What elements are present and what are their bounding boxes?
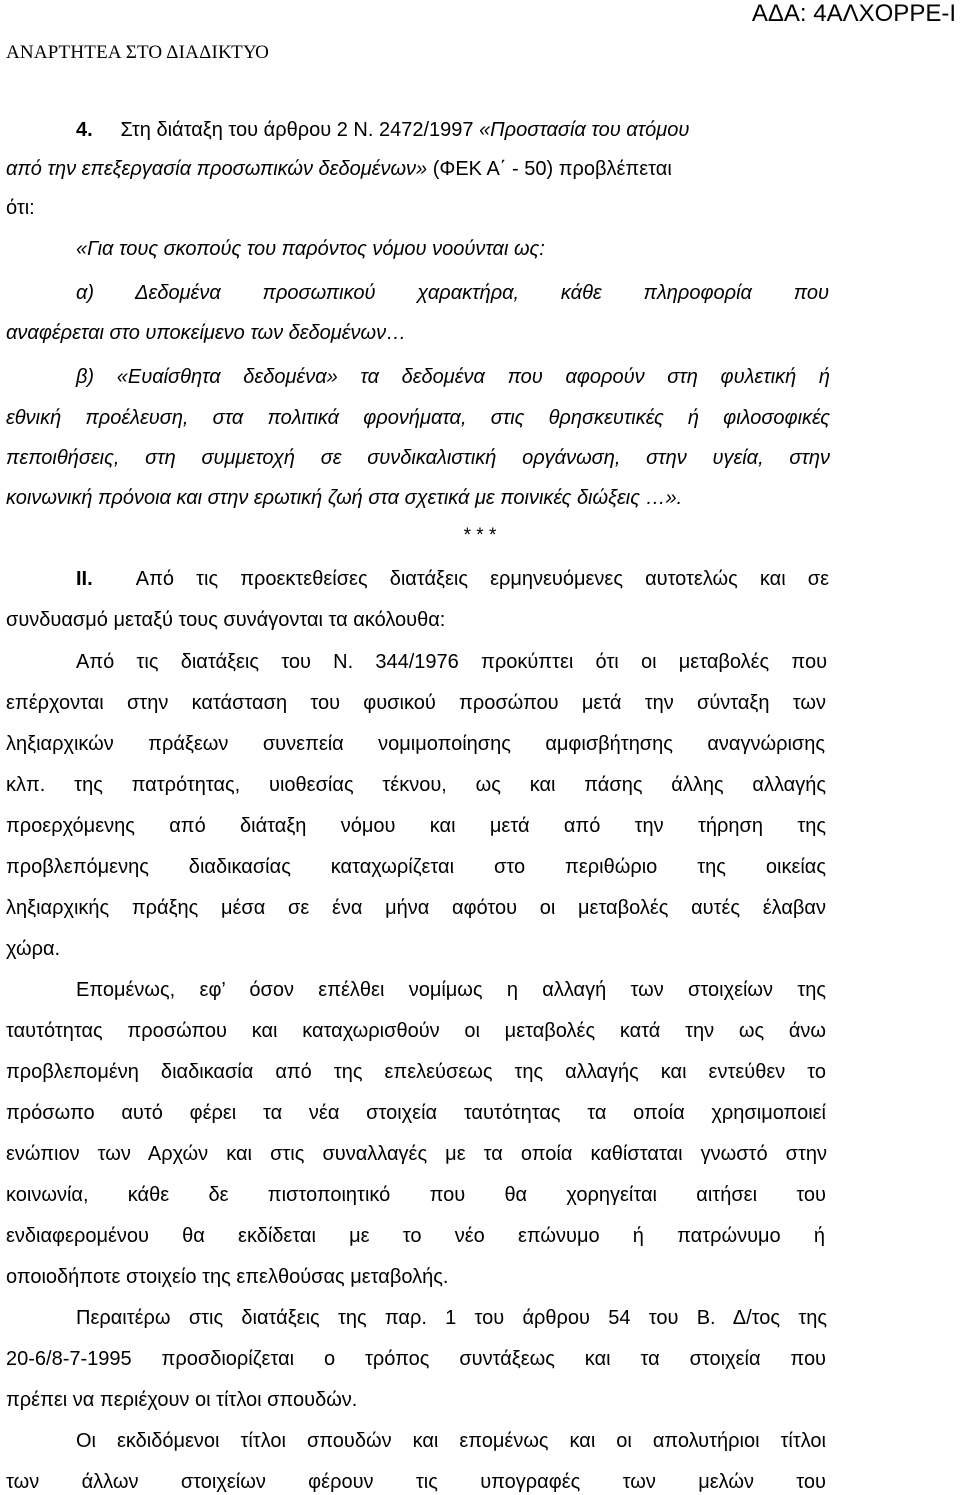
quote-line: πεποιθήσεις, στη συμμετοχή σε συνδικαλιστική οργάνωση, στην υγεία, στην bbox=[6, 447, 830, 469]
quote-line: αναφέρεται στο υποκείμενο των δεδομένων… bbox=[6, 322, 407, 344]
paragraph-line: Επομένως, εφ’ όσον επέλθει νομίμως η αλλαγή των στοιχείων της bbox=[76, 979, 826, 1001]
separator: * * * bbox=[463, 525, 497, 546]
text-run: (ΦΕΚ Α΄ - 50) προβλέπεται bbox=[427, 158, 672, 180]
paragraph-line: Από τις διατάξεις του Ν. 344/1976 προκύπτει ότι οι μεταβολές που bbox=[76, 651, 827, 673]
paragraph-line: κλπ. της πατρότητας, υιοθεσίας τέκνου, ως και πάσης άλλης αλλαγής bbox=[6, 774, 826, 796]
quote-line: β) «Ευαίσθητα δεδομένα» τα δεδομένα που αφορούν στη φυλετική ή bbox=[76, 366, 830, 388]
paragraph-line: οποιοδήποτε στοιχείο της επελθούσας μεταβολής. bbox=[6, 1266, 449, 1288]
text-run: Από τις προεκτεθείσες διατάξεις ερμηνευόμενες αυτοτελώς και σε bbox=[135, 568, 830, 590]
paragraph-line: 20-6/8-7-1995 προσδιορίζεται ο τρόπος συντάξεως και τα στοιχεία που bbox=[6, 1348, 826, 1370]
paragraph-line: πρόσωπο αυτό φέρει τα νέα στοιχεία ταυτότητας τα οποία χρησιμοποιεί bbox=[6, 1102, 826, 1124]
law-title-part: «Προστασία του ατόμου bbox=[479, 119, 690, 141]
quote-line: «Για τους σκοπούς του παρόντος νόμου νοούνται ως: bbox=[76, 238, 545, 260]
section-4-line-3: ότι: bbox=[6, 197, 35, 219]
section-4-line-2 bbox=[6, 157, 954, 181]
paragraph-line: ταυτότητας προσώπου και καταχωρισθούν οι μεταβολές κατά την ως άνω bbox=[6, 1020, 826, 1042]
quote-line: α) Δεδομένα προσωπικού χαρακτήρα, κάθε πληροφορία που bbox=[76, 282, 829, 304]
ada-code: ΑΔΑ: 4ΑΛΧΟΡΡΕ-Ι bbox=[751, 0, 956, 27]
paragraph-line: ενώπιον των Αρχών και στις συναλλαγές με τα οποία καθίσταται γνωστό στην bbox=[6, 1143, 827, 1165]
section-number: ΙΙ. bbox=[76, 568, 93, 590]
paragraph-line: Περαιτέρω στις διατάξεις της παρ. 1 του άρθρου 54 του Β. Δ/τος της bbox=[76, 1307, 827, 1329]
paragraph-line: προβλεπόμενης διαδικασίας καταχωρίζεται στο περιθώριο της οικείας bbox=[6, 856, 826, 878]
section-2-line bbox=[76, 567, 829, 591]
publication-notice: ΑΝΑΡΤΗΤΕΑ ΣΤΟ ΔΙΑΔΙΚΤΥΟ bbox=[6, 42, 270, 63]
law-title-part: από την επεξεργασία προσωπικών δεδομένων» bbox=[6, 158, 428, 180]
section-4-line-1 bbox=[76, 118, 954, 142]
text-run: Στη διάταξη του άρθρου 2 Ν. 2472/1997 bbox=[120, 119, 480, 141]
section-number: 4. bbox=[76, 119, 93, 141]
paragraph-line: προβλεπομένη διαδικασία από της επελεύσεως της αλλαγής και εντεύθεν το bbox=[6, 1061, 826, 1083]
quote-line: κοινωνική πρόνοια και στην ερωτική ζωή στα σχετικά με ποινικές διώξεις …». bbox=[6, 487, 683, 509]
paragraph-line: ληξιαρχικής πράξης μέσα σε ένα μήνα αφότου οι μεταβολές αυτές έλαβαν bbox=[6, 897, 826, 919]
paragraph-line: προερχόμενης από διάταξη νόμου και μετά από την τήρηση της bbox=[6, 815, 826, 837]
paragraph-line: κοινωνία, κάθε δε πιστοποιητικό που θα χορηγείται αιτήσει του bbox=[6, 1184, 826, 1206]
paragraph-line: ενδιαφερομένου θα εκδίδεται με το νέο επώνυμο ή πατρώνυμο ή bbox=[6, 1225, 825, 1247]
paragraph-line: των άλλων στοιχείων φέρουν τις υπογραφές των μελών του bbox=[6, 1471, 826, 1493]
paragraph-line: συνδυασμό μεταξύ τους συνάγονται τα ακόλουθα: bbox=[6, 609, 446, 631]
paragraph-line: επέρχονται στην κατάσταση του φυσικού προσώπου μετά την σύνταξη των bbox=[6, 692, 826, 714]
paragraph-line: πρέπει να περιέχουν οι τίτλοι σπουδών. bbox=[6, 1389, 358, 1411]
paragraph-line: ληξιαρχικών πράξεων συνεπεία νομιμοποίησης αμφισβήτησης αναγνώρισης bbox=[6, 733, 825, 755]
quote-line: εθνική προέλευση, στα πολιτικά φρονήματα, στις θρησκευτικές ή φιλοσοφικές bbox=[6, 407, 830, 429]
paragraph-line: χώρα. bbox=[6, 938, 61, 960]
paragraph-line: Οι εκδιδόμενοι τίτλοι σπουδών και επομένως και οι απολυτήριοι τίτλοι bbox=[76, 1430, 826, 1452]
